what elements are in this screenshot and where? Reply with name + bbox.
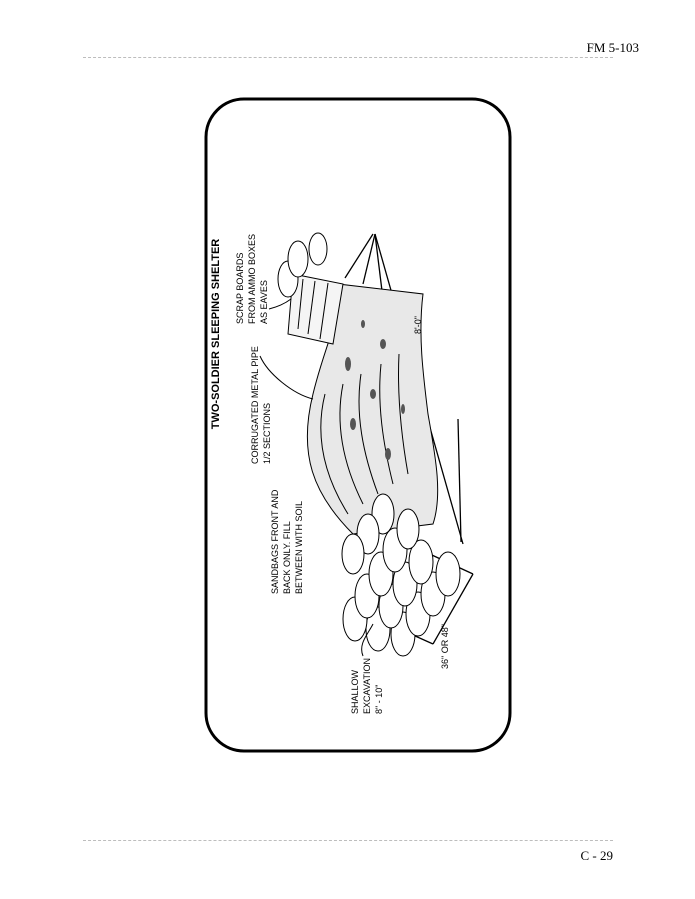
label-metal-pipe — [250, 346, 272, 464]
label-sandbags — [270, 489, 304, 594]
figure-shelter-diagram — [203, 96, 513, 754]
footer-divider — [83, 840, 613, 841]
header-divider — [83, 57, 613, 58]
svg-text:CORRUGATED METAL PIPE: CORRUGATED METAL PIPE — [250, 346, 260, 464]
svg-text:AS EAVES: AS EAVES — [259, 280, 269, 324]
label-excavation — [350, 658, 384, 714]
svg-text:SHALLOW: SHALLOW — [350, 669, 360, 714]
label-length-dimension: 8'-0" — [413, 316, 423, 334]
svg-text:1/2 SECTIONS: 1/2 SECTIONS — [262, 402, 272, 464]
figure-title: TWO-SOLDIER SLEEPING SHELTER — [210, 238, 222, 430]
svg-text:SCRAP BOARDS: SCRAP BOARDS — [235, 252, 245, 324]
svg-text:BETWEEN WITH SOIL: BETWEEN WITH SOIL — [294, 500, 304, 594]
svg-text:EXCAVATION: EXCAVATION — [362, 657, 372, 714]
svg-text:BACK ONLY. FILL: BACK ONLY. FILL — [282, 521, 292, 594]
header-doc-id: FM 5-103 — [586, 40, 639, 55]
footer-page-number: C - 29 — [580, 848, 613, 863]
leader-scrap-boards — [269, 299, 291, 309]
svg-text:8" - 10": 8" - 10" — [374, 684, 384, 714]
leader-metal-pipe — [260, 356, 313, 399]
svg-text:SANDBAGS FRONT AND: SANDBAGS FRONT AND — [270, 489, 280, 594]
svg-text:FROM AMMO BOXES: FROM AMMO BOXES — [247, 233, 257, 324]
label-width-dimension: 36" OR 48" — [440, 624, 450, 669]
label-scrap-boards — [235, 234, 269, 324]
